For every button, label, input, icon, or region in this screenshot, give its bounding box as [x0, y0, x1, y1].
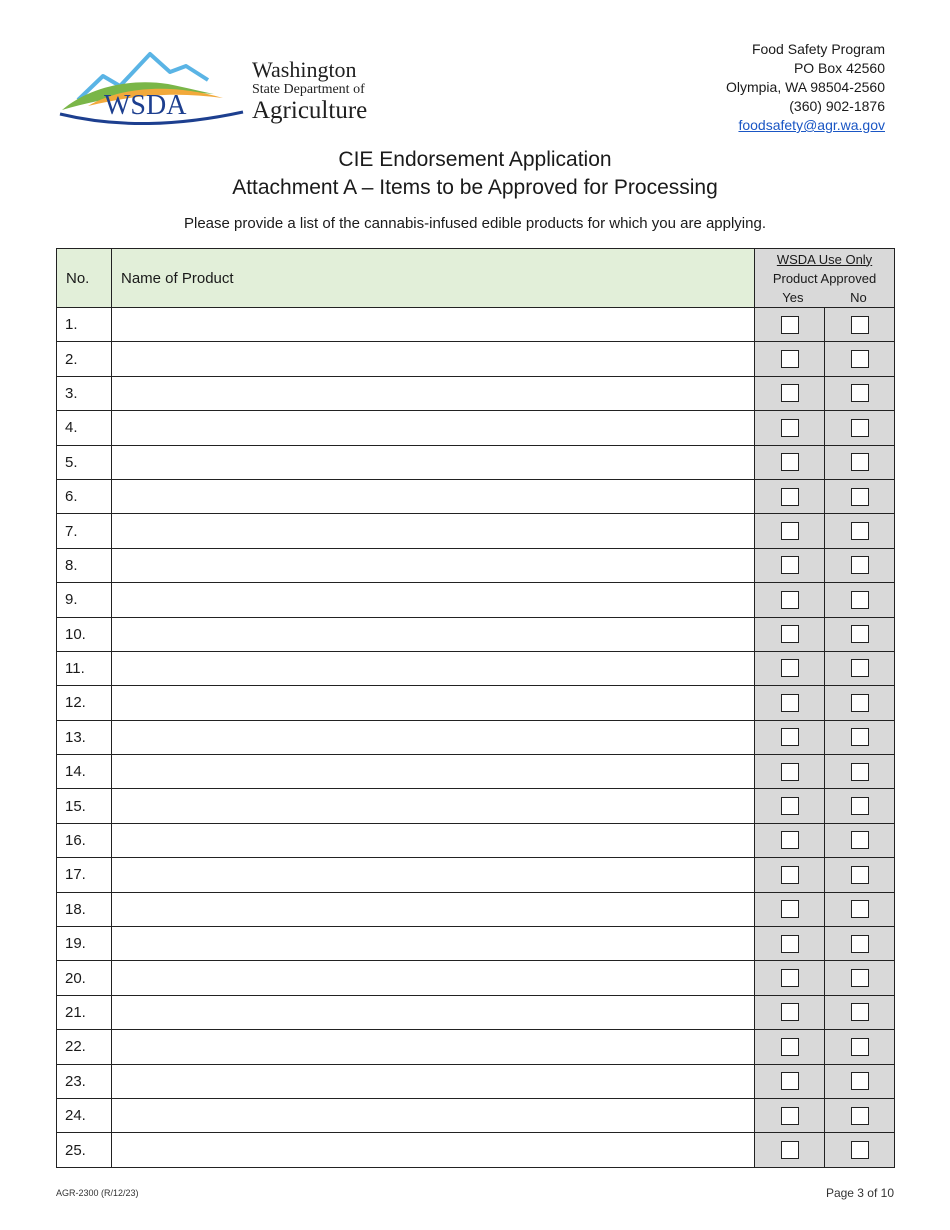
product-name-field[interactable]	[112, 961, 755, 995]
approved-yes-cell	[755, 720, 825, 754]
approved-yes-cell	[755, 686, 825, 720]
approved-yes-checkbox[interactable]	[781, 866, 799, 884]
product-name-field[interactable]	[112, 445, 755, 479]
approved-no-checkbox[interactable]	[851, 694, 869, 712]
yes-label: Yes	[782, 289, 804, 305]
product-name-field[interactable]	[112, 789, 755, 823]
product-name-field[interactable]	[112, 411, 755, 445]
approved-yes-cell	[755, 892, 825, 926]
product-name-field[interactable]	[112, 686, 755, 720]
approved-no-cell	[825, 342, 895, 376]
table-row	[57, 686, 895, 720]
approved-no-checkbox[interactable]	[851, 831, 869, 849]
no-label: No	[850, 289, 867, 305]
approved-no-checkbox[interactable]	[851, 556, 869, 574]
approved-no-checkbox[interactable]	[851, 453, 869, 471]
row-number: 13.	[57, 720, 112, 754]
row-number: 11.	[57, 651, 112, 685]
table-row	[57, 1064, 895, 1098]
row-number: 8.	[57, 548, 112, 582]
product-name-field[interactable]	[112, 376, 755, 410]
approved-yes-checkbox[interactable]	[781, 522, 799, 540]
approved-no-cell	[825, 376, 895, 410]
approved-no-checkbox[interactable]	[851, 625, 869, 643]
row-number: 23.	[57, 1064, 112, 1098]
approved-yes-checkbox[interactable]	[781, 1141, 799, 1159]
agency-name	[252, 58, 367, 124]
approved-yes-cell	[755, 961, 825, 995]
approved-yes-checkbox[interactable]	[781, 935, 799, 953]
product-name-field[interactable]	[112, 823, 755, 857]
approved-no-cell	[825, 1098, 895, 1132]
row-number: 14.	[57, 755, 112, 789]
table-row	[57, 789, 895, 823]
product-approved-label: Product Approved	[772, 270, 877, 286]
approved-yes-checkbox[interactable]	[781, 316, 799, 334]
table-row	[57, 823, 895, 857]
approved-yes-checkbox[interactable]	[781, 556, 799, 574]
row-number: 20.	[57, 961, 112, 995]
row-number: 9.	[57, 583, 112, 617]
wsda-use-only-label: WSDA Use Only	[776, 251, 873, 267]
agency-name-line2: State Department of	[252, 82, 365, 97]
row-number: 22.	[57, 1030, 112, 1064]
approved-yes-cell	[755, 479, 825, 513]
row-number: 1.	[57, 308, 112, 342]
approved-yes-checkbox[interactable]	[781, 1003, 799, 1021]
row-number: 21.	[57, 995, 112, 1029]
program-name: Food Safety Program	[751, 41, 885, 57]
approved-no-checkbox[interactable]	[851, 1107, 869, 1125]
row-number: 3.	[57, 376, 112, 410]
table-row	[57, 755, 895, 789]
approved-no-checkbox[interactable]	[851, 1141, 869, 1159]
row-number: 16.	[57, 823, 112, 857]
title-line1: CIE Endorsement Application	[338, 148, 612, 171]
approved-no-checkbox[interactable]	[851, 866, 869, 884]
table-row	[57, 514, 895, 548]
col-header-name: Name of Product	[112, 249, 755, 308]
form-id: AGR-2300 (R/12/23)	[56, 1188, 139, 1198]
approved-yes-cell	[755, 411, 825, 445]
approved-no-cell	[825, 686, 895, 720]
approved-yes-checkbox[interactable]	[781, 488, 799, 506]
product-name-field[interactable]	[112, 342, 755, 376]
approved-yes-cell	[755, 445, 825, 479]
row-number: 18.	[57, 892, 112, 926]
approved-no-checkbox[interactable]	[851, 488, 869, 506]
approved-no-cell	[825, 1030, 895, 1064]
approved-yes-checkbox[interactable]	[781, 350, 799, 368]
approved-yes-checkbox[interactable]	[781, 384, 799, 402]
row-number: 12.	[57, 686, 112, 720]
row-number: 15.	[57, 789, 112, 823]
approved-yes-cell	[755, 514, 825, 548]
approved-no-checkbox[interactable]	[851, 797, 869, 815]
product-name-field[interactable]	[112, 858, 755, 892]
approved-yes-cell	[755, 995, 825, 1029]
approved-yes-checkbox[interactable]	[781, 1072, 799, 1090]
table-row	[57, 858, 895, 892]
approved-no-cell	[825, 755, 895, 789]
wsda-logo	[58, 48, 378, 130]
approved-no-cell	[825, 995, 895, 1029]
approved-no-cell	[825, 961, 895, 995]
table-row	[57, 411, 895, 445]
table-row	[57, 342, 895, 376]
table-row	[57, 445, 895, 479]
row-number: 25.	[57, 1133, 112, 1167]
table-row	[57, 479, 895, 513]
row-number: 24.	[57, 1098, 112, 1132]
approved-no-cell	[825, 651, 895, 685]
approved-yes-checkbox[interactable]	[781, 969, 799, 987]
approved-yes-cell	[755, 1098, 825, 1132]
phone-number: (360) 902-1876	[789, 98, 885, 114]
product-name-field[interactable]	[112, 720, 755, 754]
approved-no-cell	[825, 892, 895, 926]
product-name-field[interactable]	[112, 1133, 755, 1167]
approved-no-cell	[825, 445, 895, 479]
approved-yes-checkbox[interactable]	[781, 900, 799, 918]
row-number: 5.	[57, 445, 112, 479]
product-name-field[interactable]	[112, 1098, 755, 1132]
row-number: 4.	[57, 411, 112, 445]
approved-yes-checkbox[interactable]	[781, 728, 799, 746]
product-name-field[interactable]	[112, 755, 755, 789]
approved-yes-checkbox[interactable]	[781, 1107, 799, 1125]
email-link[interactable]: foodsafety@agr.wa.gov	[738, 117, 885, 133]
approved-no-checkbox[interactable]	[851, 763, 869, 781]
product-name-field[interactable]	[112, 308, 755, 342]
approved-yes-cell	[755, 651, 825, 685]
approved-yes-checkbox[interactable]	[781, 419, 799, 437]
col-header-no: No.	[57, 249, 112, 308]
approved-no-checkbox[interactable]	[851, 728, 869, 746]
row-number: 10.	[57, 617, 112, 651]
table-row	[57, 548, 895, 582]
row-number: 6.	[57, 479, 112, 513]
row-number: 19.	[57, 927, 112, 961]
approved-no-cell	[825, 411, 895, 445]
row-number: 2.	[57, 342, 112, 376]
table-row	[57, 995, 895, 1029]
approved-yes-cell	[755, 548, 825, 582]
approved-yes-cell	[755, 1064, 825, 1098]
approved-no-cell	[825, 548, 895, 582]
wsda-mountain-logo-icon	[58, 48, 248, 130]
approved-yes-cell	[755, 858, 825, 892]
page-number: Page 3 of 10	[825, 1186, 894, 1200]
approved-yes-cell	[755, 755, 825, 789]
approved-yes-cell	[755, 308, 825, 342]
po-box: PO Box 42560	[793, 60, 885, 76]
table-row	[57, 376, 895, 410]
approved-yes-checkbox[interactable]	[781, 694, 799, 712]
product-name-field[interactable]	[112, 583, 755, 617]
approved-no-checkbox[interactable]	[851, 659, 869, 677]
table-header-row	[57, 249, 895, 308]
approved-yes-cell	[755, 617, 825, 651]
product-name-field[interactable]	[112, 1064, 755, 1098]
approved-no-cell	[825, 308, 895, 342]
product-name-field[interactable]	[112, 514, 755, 548]
table-row	[57, 1098, 895, 1132]
product-name-field[interactable]	[112, 892, 755, 926]
logo-mark-text: WSDA	[104, 90, 187, 121]
approved-no-cell	[825, 823, 895, 857]
approved-yes-cell	[755, 1133, 825, 1167]
approved-yes-checkbox[interactable]	[781, 763, 799, 781]
product-name-field[interactable]	[112, 617, 755, 651]
approved-yes-checkbox[interactable]	[781, 797, 799, 815]
approved-yes-checkbox[interactable]	[781, 453, 799, 471]
approved-yes-cell	[755, 376, 825, 410]
table-row	[57, 583, 895, 617]
col-header-wsda	[755, 249, 895, 308]
approved-yes-checkbox[interactable]	[781, 831, 799, 849]
approved-no-cell	[825, 1064, 895, 1098]
approved-no-cell	[825, 617, 895, 651]
product-name-field[interactable]	[112, 651, 755, 685]
approved-no-checkbox[interactable]	[851, 1038, 869, 1056]
approved-no-checkbox[interactable]	[851, 350, 869, 368]
approved-no-checkbox[interactable]	[851, 316, 869, 334]
approved-no-cell	[825, 514, 895, 548]
table-row	[57, 720, 895, 754]
products-table	[56, 248, 895, 1168]
table-row	[57, 927, 895, 961]
approved-no-checkbox[interactable]	[851, 522, 869, 540]
page-title	[0, 146, 950, 202]
approved-no-checkbox[interactable]	[851, 384, 869, 402]
approved-no-cell	[825, 927, 895, 961]
product-name-field[interactable]	[112, 548, 755, 582]
instructions-text: Please provide a list of the cannabis-infused edible products for which you are applying.	[183, 215, 766, 232]
approved-no-checkbox[interactable]	[851, 419, 869, 437]
approved-yes-cell	[755, 927, 825, 961]
table-row	[57, 651, 895, 685]
approved-no-checkbox[interactable]	[851, 935, 869, 953]
table-row	[57, 617, 895, 651]
agency-name-line3: Agriculture	[252, 97, 368, 124]
approved-yes-cell	[755, 583, 825, 617]
table-row	[57, 892, 895, 926]
table-row	[57, 308, 895, 342]
row-number: 17.	[57, 858, 112, 892]
approved-yes-cell	[755, 789, 825, 823]
approved-yes-checkbox[interactable]	[781, 1038, 799, 1056]
approved-no-checkbox[interactable]	[851, 1072, 869, 1090]
approved-yes-cell	[755, 1030, 825, 1064]
product-name-field[interactable]	[112, 479, 755, 513]
approved-no-cell	[825, 789, 895, 823]
approved-no-cell	[825, 583, 895, 617]
approved-no-checkbox[interactable]	[851, 591, 869, 609]
product-name-field[interactable]	[112, 927, 755, 961]
approved-no-cell	[825, 1133, 895, 1167]
table-row	[57, 961, 895, 995]
agency-name-line1: Washington	[252, 57, 357, 82]
product-name-field[interactable]	[112, 995, 755, 1029]
approved-yes-cell	[755, 823, 825, 857]
product-name-field[interactable]	[112, 1030, 755, 1064]
table-row	[57, 1030, 895, 1064]
contact-address	[726, 40, 885, 135]
approved-yes-checkbox[interactable]	[781, 625, 799, 643]
approved-no-cell	[825, 858, 895, 892]
row-number: 7.	[57, 514, 112, 548]
title-line2: Attachment A – Items to be Approved for Processing	[232, 176, 718, 199]
approved-no-checkbox[interactable]	[851, 900, 869, 918]
approved-no-checkbox[interactable]	[851, 969, 869, 987]
approved-yes-checkbox[interactable]	[781, 591, 799, 609]
approved-yes-checkbox[interactable]	[781, 659, 799, 677]
approved-no-checkbox[interactable]	[851, 1003, 869, 1021]
approved-yes-cell	[755, 342, 825, 376]
city-state-zip: Olympia, WA 98504-2560	[725, 79, 885, 95]
approved-no-cell	[825, 720, 895, 754]
table-row	[57, 1133, 895, 1167]
approved-no-cell	[825, 479, 895, 513]
